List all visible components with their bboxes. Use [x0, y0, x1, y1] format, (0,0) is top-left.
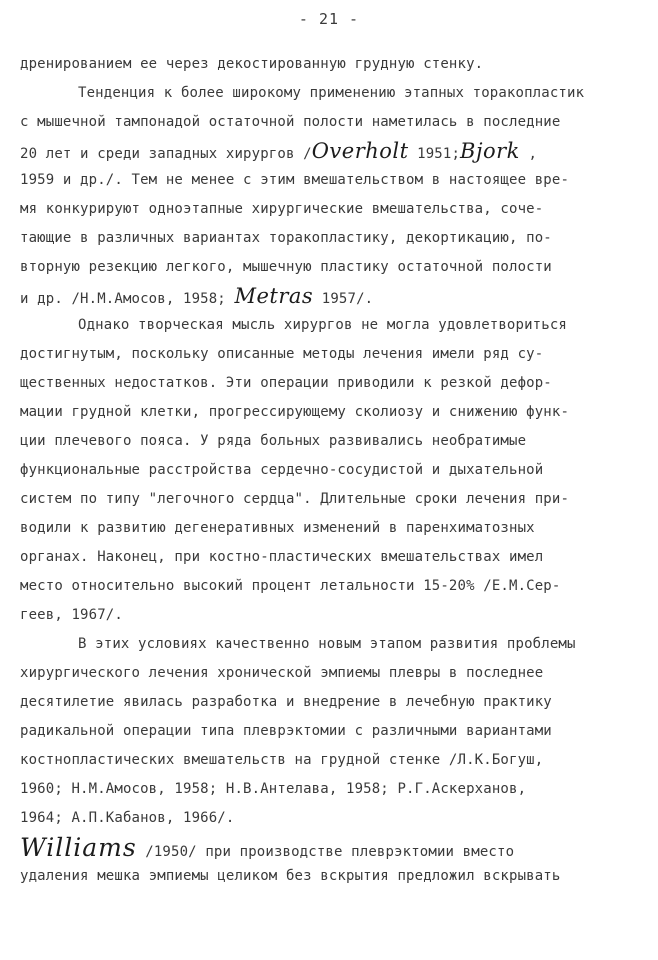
text-line: вторную резекцию легкого, мышечную пластику остаточной полости — [20, 259, 552, 275]
text-line: место относительно высокий процент летальности 15-20% /Е.М.Сер- — [20, 578, 561, 594]
text-line: удаления мешка эмпиемы целиком без вскрытия предложил вскрывать — [20, 868, 561, 884]
text-line: мя конкурируют одноэтапные хирургические вмешательства, соче- — [20, 201, 544, 217]
text-line: 1964; А.П.Кабанов, 1966/. — [20, 810, 235, 826]
text-line — [20, 137, 620, 166]
handwritten-author-name: Bjork — [460, 139, 520, 163]
text-segment: , — [519, 146, 538, 162]
text-line: достигнутым, поскольку описанные методы лечения имели ряд су- — [20, 346, 544, 362]
text-line: В этих условиях качественно новым этапом развития проблемы — [78, 636, 576, 652]
text-segment: /1950/ при производстве плеврэктомии вместо — [136, 844, 515, 860]
text-line: систем по типу "легочного сердца". Длительные сроки лечения при- — [20, 491, 570, 507]
text-line — [20, 282, 620, 311]
text-segment: 1957/. — [313, 291, 374, 307]
text-line: геев, 1967/. — [20, 607, 123, 623]
text-segment: 1951; — [408, 146, 461, 162]
text-line: органах. Наконец, при костно-пластических вмешательствах имел — [20, 549, 544, 565]
text-line: ции плечевого пояса. У ряда больных развивались необратимые — [20, 433, 527, 449]
text-line: радикальной операции типа плеврэктомии с различными вариантами — [20, 723, 552, 739]
text-segment: 20 лет и среди западных хирургов / — [20, 146, 312, 162]
handwritten-author-name: Williams — [20, 833, 137, 862]
text-line: 1959 и др./. Тем не менее с этим вмешательством в настоящее вре- — [20, 172, 570, 188]
text-line: функциональные расстройства сердечно-сосудистой и дыхательной — [20, 462, 544, 478]
text-line — [20, 833, 620, 862]
page-number: - 21 - — [298, 10, 360, 28]
body-text — [20, 50, 620, 891]
handwritten-author-name: Metras — [234, 284, 314, 308]
text-line: костнопластических вмешательств на грудной стенке /Л.К.Богуш, — [20, 752, 544, 768]
text-line: тающие в различных вариантах торакопластику, декортикацию, по- — [20, 230, 552, 246]
text-segment: и др. /Н.М.Амосов, 1958; — [20, 291, 235, 307]
text-line: водили к развитию дегенеративных изменений в паренхиматозных — [20, 520, 535, 536]
text-line: щественных недостатков. Эти операции приводили к резкой дефор- — [20, 375, 552, 391]
text-line: 1960; Н.М.Амосов, 1958; Н.В.Антелава, 1958; Р.Г.Аскерханов, — [20, 781, 527, 797]
text-line: Тенденция к более широкому применению этапных торакопластик — [78, 85, 585, 101]
text-line: хирургического лечения хронической эмпиемы плевры в последнее — [20, 665, 544, 681]
text-line: десятилетие явилась разработка и внедрение в лечебную практику — [20, 694, 552, 710]
text-line: дренированием ее через декостированную грудную стенку. — [20, 56, 484, 72]
text-line: Однако творческая мысль хирургов не могла удовлетвориться — [78, 317, 567, 333]
text-line: мации грудной клетки, прогрессирующему сколиозу и снижению функ- — [20, 404, 570, 420]
handwritten-author-name: Overholt — [311, 139, 409, 163]
text-line: с мышечной тампонадой остаточной полости наметилась в последние — [20, 114, 561, 130]
